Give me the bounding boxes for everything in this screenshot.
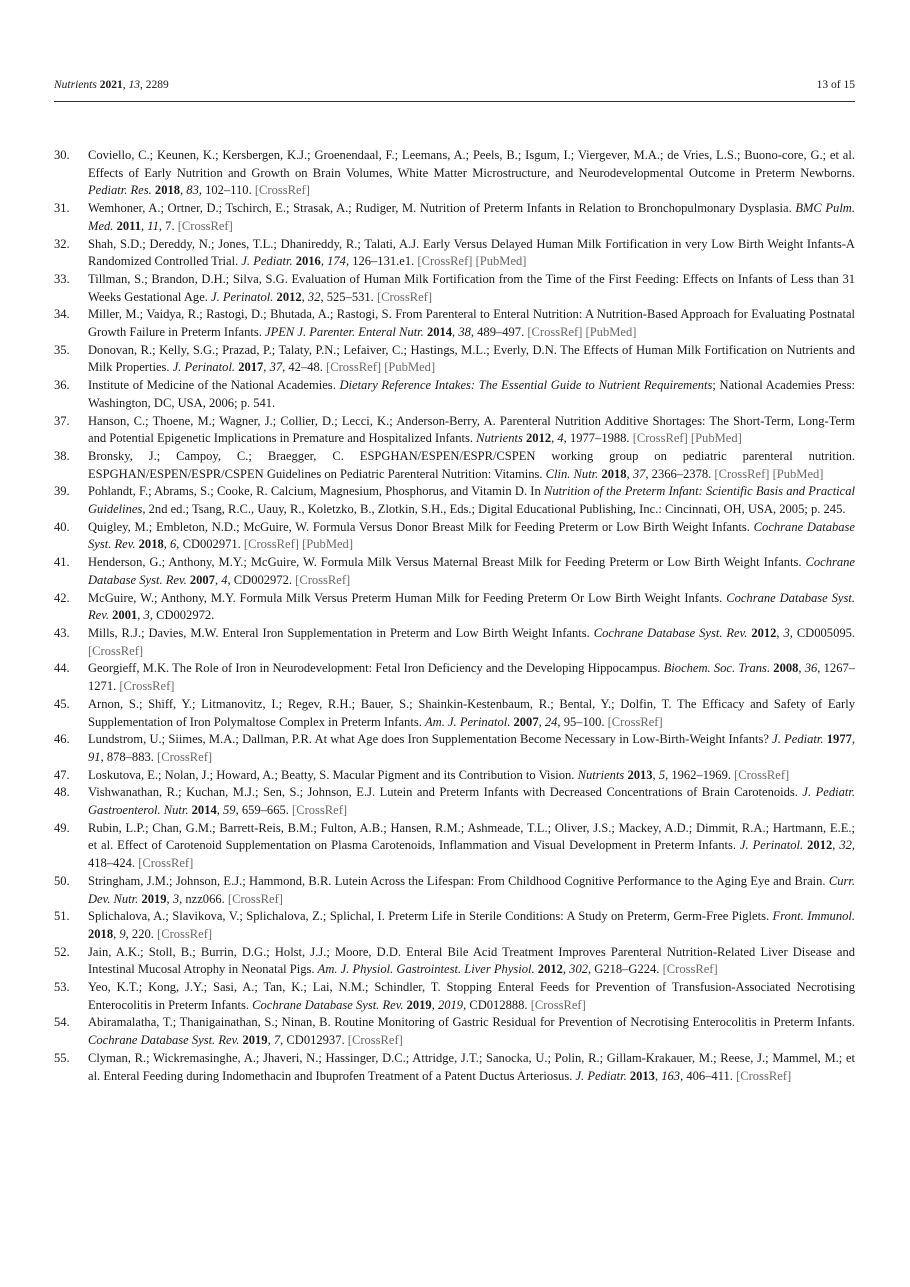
reference-text (88, 1015, 855, 1047)
reference-number: 30. (54, 148, 70, 162)
reference-segment: , (452, 325, 459, 340)
reference-segment: , 95–100. (557, 714, 608, 729)
reference-segment: Quigley, M.; Embleton, N.D.; McGuire, W. Formula Versus Donor Breast Milk for Feeding Preterm or Low Birth Weight Infants. (88, 519, 754, 534)
reference-segment: Jain, A.K.; Stoll, B.; Burrin, D.G.; Holst, J.J.; Moore, D.D. Enteral Bile Acid Treatment Improves Parenteral Nutrition-Related Liver Disease and Intestinal Mucosal Atrophy in Neonatal Pigs. (88, 944, 855, 977)
reference-italic: 4 (221, 572, 228, 587)
reference-segment: , (320, 254, 328, 269)
reference-text (88, 874, 855, 906)
reference-italic: Front. Immunol. (772, 909, 855, 924)
reference-segment: , CD002971. (176, 537, 244, 552)
reference-year: 2016 (295, 254, 321, 269)
reference-segment: , (214, 572, 222, 587)
reference-italic: Pediatr. Res. (88, 183, 152, 198)
reference-item (54, 342, 855, 377)
reference-item (54, 784, 855, 819)
reference-segment: , (654, 1068, 662, 1083)
reference-item (54, 377, 855, 412)
reference-link[interactable]: [CrossRef] (88, 643, 144, 658)
reference-link[interactable]: [CrossRef] (177, 218, 233, 233)
reference-year: 2011 (116, 218, 141, 233)
journal-year: 2021 (99, 79, 123, 91)
reference-italic: Cochrane Database Syst. Rev. (88, 555, 855, 587)
reference-text (88, 626, 855, 658)
reference-text (88, 272, 855, 304)
article-number: 2289 (145, 79, 169, 91)
reference-year: 2018 (88, 926, 114, 941)
reference-segment: , (652, 767, 659, 782)
reference-year: 2012 (526, 431, 552, 446)
reference-segment: , (776, 625, 784, 640)
reference-year: 2013 (627, 767, 653, 782)
reference-item (54, 147, 855, 200)
reference-year: 2012 (751, 625, 777, 640)
reference-item (54, 660, 855, 695)
running-header (54, 79, 855, 99)
reference-italic: Biochem. Soc. Trans. (663, 661, 771, 676)
reference-italic: 174 (327, 254, 346, 269)
reference-italic: Cochrane Database Syst. Rev. (88, 590, 855, 623)
reference-italic: J. Pediatr. (772, 732, 824, 747)
reference-segment: , CD012937. (280, 1033, 348, 1048)
reference-item (54, 271, 855, 306)
reference-italic: Am. J. Perinatol. (424, 714, 511, 729)
reference-segment: , (180, 183, 187, 198)
reference-italic: 4 (557, 431, 564, 446)
reference-segment: Stringham, J.M.; Johnson, E.J.; Hammond, B.R. Lutein Across the Lifespan: From Childhood Cognitive Performance to the Aging Eye and Brain. (88, 873, 829, 888)
reference-item (54, 873, 855, 908)
reference-number: 52. (54, 944, 70, 959)
reference-italic: JPEN J. Parenter. Enteral Nutr. (265, 325, 424, 340)
reference-segment: Bronsky, J.; Campoy, C.; Braegger, C. ESPGHAN/ESPEN/ESPR/CSPEN working group on pediatric parenteral nutrition. ESPGHAN/ESPEN/ESPR/CSPEN Guidelines on Pediatric Parenteral Nutrition: Vitamins. (88, 448, 855, 481)
reference-text (88, 148, 855, 197)
reference-italic: J. Pediatr. (575, 1068, 627, 1083)
reference-number: 37. (54, 413, 70, 428)
reference-italic: 7 (273, 1033, 281, 1048)
reference-segment: , (216, 803, 224, 818)
reference-link[interactable]: [PubMed] (384, 360, 436, 375)
reference-italic: 3 (143, 608, 150, 623)
reference-italic: Am. J. Physiol. Gastrointest. Liver Physiol. (317, 962, 535, 977)
reference-italic: 2019 (437, 997, 464, 1012)
reference-text (88, 378, 855, 410)
reference-item (54, 448, 855, 483)
reference-number: 49. (54, 820, 70, 835)
journal-citation: Nutrients 2021, 13, 2289 (54, 79, 169, 91)
reference-number: 32. (54, 236, 70, 251)
reference-segment: Lundstrom, U.; Siimes, M.A.; Dallman, P.R. At what Age does Iron Supplementation Become Necessary in Low-Birth-Weight Infants? (88, 732, 773, 747)
reference-italic: 6 (170, 537, 177, 552)
reference-year: 2001 (112, 608, 138, 623)
reference-text (88, 768, 789, 782)
reference-segment: , 7. (158, 218, 178, 233)
reference-italic: J. Pediatr. Gastroenterol. Nutr. (88, 785, 855, 818)
reference-year: 2019 (141, 891, 167, 906)
reference-segment: , (431, 997, 438, 1012)
reference-text (88, 520, 855, 552)
reference-segment: , (832, 838, 840, 853)
reference-item (54, 731, 855, 766)
reference-segment: , 1267–1271. (88, 661, 856, 694)
reference-item (54, 413, 855, 448)
reference-number: 50. (54, 873, 70, 888)
reference-italic: 38 (458, 325, 471, 340)
reference-number: 43. (54, 625, 70, 640)
reference-italic: 91 (88, 749, 101, 764)
reference-segment: , 659–665. (235, 803, 293, 818)
reference-year: 2012 (807, 838, 833, 853)
reference-text (88, 414, 855, 446)
reference-segment: Miller, M.; Vaidya, R.; Rastogi, D.; Bhutada, A.; Rastogi, S. From Parenteral to Enteral Nutrition: A Nutrition-Based Approach for Evaluating Postnatal Growth Failure in Preterm Infants. (88, 307, 855, 340)
reference-italic: Cochrane Database Syst. Rev. (252, 997, 404, 1012)
reference-text (88, 343, 855, 375)
reference-year: 2014 (191, 803, 217, 818)
reference-text (88, 591, 855, 623)
reference-link[interactable]: [CrossRef] (292, 803, 348, 818)
reference-segment: , 2nd ed.; Tsang, R.C., Uauy, R., Koletzko, B., Zlotkin, S.H., Eds.; Digital Educational Publishing, Inc.: Cincinnati, OH, USA, 2005; p. 245. (142, 502, 846, 517)
reference-link[interactable]: [CrossRef] (662, 962, 718, 977)
reference-segment: Coviello, C.; Keunen, K.; Kersbergen, K.J.; Groenendaal, F.; Leemans, A.; Peels, B.; Isgum, I.; Viergever, M.A.; de Vries, L.S.; Buono-core, G.; et al. Effects of Early Nutrition and Growth on Brain Volumes, White Matter Microstructure, and Neurodevelopmental Outcome in Preterm Newborns. (88, 148, 855, 180)
reference-segment: Abiramalatha, T.; Thanigainathan, S.; Ninan, B. Routine Monitoring of Gastric Residual for Prevention of Necrotising Enterocolitis in Preterm Infants. (88, 1015, 855, 1030)
reference-segment: Wemhoner, A.; Ortner, D.; Tschirch, E.; Strasak, A.; Rudiger, M. Nutrition of Preterm Infants in Relation to Bronchopulmonary Dysplasia. (88, 201, 796, 216)
header-divider (54, 101, 855, 102)
reference-link[interactable]: [CrossRef] (254, 183, 310, 198)
reference-italic: BMC Pulm. Med. (88, 201, 855, 233)
reference-year: 1977 (826, 732, 852, 747)
reference-link[interactable]: [CrossRef] (734, 767, 790, 782)
reference-italic: Nutrition of the Preterm Infant: Scientific Basis and Practical Guidelines (88, 484, 855, 517)
reference-segment: Splichalova, A.; Slavikova, V.; Splichalova, Z.; Splichal, I. Preterm Life in Sterile Conditions: A Study on Preterm, Germ-Free Piglets. (88, 909, 773, 924)
reference-segment: , (113, 926, 120, 941)
page-number: 13 of 15 (816, 79, 855, 91)
reference-segment: , (851, 732, 855, 747)
reference-italic: 3 (172, 891, 180, 906)
reference-year: 2019 (242, 1033, 268, 1048)
reference-italic: 9 (119, 926, 126, 941)
reference-text (88, 732, 855, 764)
reference-link[interactable]: [CrossRef] (157, 749, 213, 764)
reference-link[interactable]: [PubMed] (690, 431, 742, 446)
reference-link[interactable]: [CrossRef] (736, 1068, 792, 1083)
reference-number: 34. (54, 307, 70, 322)
reference-item (54, 820, 855, 873)
reference-item (54, 236, 855, 271)
reference-segment: , nzz066. (179, 891, 228, 906)
reference-number: 35. (54, 342, 70, 357)
reference-year: 2012 (537, 962, 563, 977)
reference-text (88, 555, 855, 587)
reference-segment: Tillman, S.; Brandon, D.H.; Silva, S.G. Evaluation of Human Milk Fortification from the Time of the First Feeding: Effects on Infants of Less than 31 Weeks Gestational Age. (88, 271, 855, 304)
reference-italic: Clin. Nutr. (545, 466, 599, 481)
reference-year: 2018 (154, 183, 181, 198)
reference-italic: 83 (186, 183, 199, 198)
reference-segment: , CD002972. (149, 608, 215, 623)
reference-item (54, 696, 855, 731)
reference-text (88, 785, 855, 817)
reference-text (88, 307, 855, 339)
reference-link[interactable]: [PubMed] (772, 466, 824, 481)
reference-text (88, 697, 855, 729)
reference-italic: 32 (307, 289, 321, 304)
reference-year: 2012 (276, 289, 302, 304)
reference-segment: , CD012888. (463, 997, 531, 1012)
reference-segment: , (140, 218, 148, 233)
reference-segment: Mills, R.J.; Davies, M.W. Enteral Iron Supplementation in Preterm and Low Birth Weight Infants. (88, 625, 594, 640)
reference-number: 31. (54, 201, 70, 216)
reference-link[interactable]: [PubMed] (585, 325, 637, 340)
reference-segment: , (166, 891, 173, 906)
reference-segment: , (626, 466, 633, 481)
reference-link[interactable]: [PubMed] (302, 537, 354, 552)
reference-text (88, 201, 855, 233)
reference-italic: J. Perinatol. (739, 838, 804, 853)
reference-link[interactable]: [CrossRef] (714, 466, 770, 481)
reference-year: 2017 (238, 360, 264, 375)
reference-italic: 302 (569, 962, 588, 977)
reference-item (54, 1014, 855, 1049)
reference-item (54, 625, 855, 660)
reference-item (54, 908, 855, 943)
reference-number: 47. (54, 767, 70, 782)
reference-segment: , 102–110. (198, 183, 255, 198)
reference-italic: 37 (269, 360, 283, 375)
reference-year: 2008 (773, 661, 799, 676)
reference-text (88, 484, 855, 516)
reference-item (54, 519, 855, 554)
reference-item (54, 554, 855, 589)
journal-name: Nutrients (54, 79, 97, 91)
reference-text (88, 661, 855, 693)
reference-segment: , 489–497. (470, 325, 528, 340)
reference-segment: ; National Academies Press: Washington, DC, USA, 2006; p. 541. (88, 378, 855, 410)
reference-segment: Hanson, C.; Thoene, M.; Wagner, J.; Collier, D.; Lecci, K.; Anderson-Berry, A. Parenteral Nutrition Additive Shortages: The Short-Term, Long-Term and Potential Epigenetic Implications in Premature and Hospitalized Infants. (88, 413, 855, 446)
reference-link[interactable]: [CrossRef] (295, 572, 351, 587)
reference-number: 48. (54, 785, 70, 800)
reference-number: 33. (54, 271, 70, 286)
reference-number: 41. (54, 555, 70, 570)
reference-number: 36. (54, 378, 70, 393)
reference-segment: Georgieff, M.K. The Role of Iron in Neurodevelopment: Fetal Iron Deficiency and the Developing Hippocampus. (88, 661, 664, 676)
reference-segment: Shah, S.D.; Dereddy, N.; Jones, T.L.; Dhanireddy, R.; Talati, A.J. Early Versus Delayed Human Milk Fortification in very Low Birth Weight Infants-A Randomized Controlled Trial. (88, 236, 855, 269)
reference-segment: , 1962–1969. (665, 767, 735, 782)
reference-italic: 37 (632, 466, 646, 481)
reference-link[interactable]: [CrossRef] (347, 1033, 403, 1048)
reference-segment: , 126–131.e1. (345, 254, 418, 269)
reference-number: 54. (54, 1015, 70, 1030)
reference-year: 2014 (426, 325, 453, 340)
reference-italic: 5 (658, 767, 666, 782)
reference-segment: , (301, 289, 308, 304)
reference-text (88, 1051, 855, 1083)
reference-link[interactable]: [CrossRef] (326, 360, 382, 375)
reference-segment: , (263, 360, 270, 375)
reference-item (54, 1050, 855, 1085)
reference-segment: , (267, 1033, 274, 1048)
reference-italic: Cochrane Database Syst. Rev. (593, 625, 748, 640)
reference-segment: Henderson, G.; Anthony, M.Y.; McGuire, W. Formula Milk Versus Maternal Breast Milk for Feeding Preterm or Low Birth Weight Infants. (88, 555, 806, 570)
reference-italic: Dietary Reference Intakes: The Essential Guide to Nutrient Requirements (339, 378, 713, 393)
reference-number: 53. (54, 980, 70, 995)
reference-number: 40. (54, 519, 70, 534)
reference-segment: McGuire, W.; Anthony, M.Y. Formula Milk Versus Preterm Human Milk for Feeding Preterm Or Low Birth Weight Infants. (88, 590, 727, 605)
reference-segment: Clyman, R.; Wickremasinghe, A.; Jhaveri, N.; Hassinger, D.C.; Attridge, J.T.; Sanocka, U.; Polin, R.; Gillam-Krakauer, M.; Reese, J.; Mammel, M.; et al. Enteral Feeding during Indomethacin and Ibuprofen Treatment of a Patent Ductus Arteriosus. (88, 1050, 855, 1083)
reference-link[interactable]: [PubMed] (475, 254, 527, 269)
reference-text (88, 821, 855, 870)
reference-segment: Donovan, R.; Kelly, S.G.; Prazad, P.; Talaty, P.N.; Lefaiver, C.; Hastings, M.L.; Everly, D.N. The Effects of Human Milk Fortification on Nutrients and Milk Properties. (88, 342, 855, 375)
reference-link[interactable]: [CrossRef] (138, 856, 194, 871)
reference-segment: , G218–G224. (588, 962, 663, 977)
reference-item (54, 590, 855, 625)
reference-link[interactable]: [CrossRef] (530, 997, 586, 1012)
reference-item (54, 483, 855, 518)
reference-year: 2019 (406, 997, 432, 1012)
reference-item (54, 944, 855, 979)
reference-italic: Nutrients (577, 767, 625, 782)
reference-link[interactable]: [CrossRef] (157, 926, 213, 941)
reference-segment: , 2366–2378. (645, 466, 715, 481)
reference-year: 2013 (629, 1068, 655, 1083)
reference-segment: Arnon, S.; Shiff, Y.; Litmanovitz, I.; Regev, R.H.; Bauer, S.; Shainkin-Kestenbaum, R.; Bental, Y.; Dolfin, T. The Efficacy and Safety of Early Supplementation of Iron Polymaltose Complex in Preterm Infants. (88, 696, 855, 729)
reference-italic: 59 (223, 803, 236, 818)
reference-text (88, 237, 855, 269)
reference-segment: , 878–883. (100, 749, 158, 764)
reference-segment: , (551, 431, 558, 446)
reference-italic: 163 (661, 1068, 681, 1083)
reference-segment: , 418–424. (88, 838, 856, 871)
reference-segment: , CD005095. (789, 625, 856, 640)
reference-segment: Yeo, K.T.; Kong, J.Y.; Sasi, A.; Tan, K.; Lai, N.M.; Schindler, T. Stopping Enteral Feeds for Prevention of Transfusion-Associated Necrotising Enterocolitis in Preterm Infants. (88, 980, 855, 1012)
reference-italic: Curr. Dev. Nutr. (88, 873, 855, 906)
reference-text (88, 980, 855, 1012)
reference-segment: Institute of Medicine of the National Academies. (88, 378, 340, 393)
journal-volume: 13 (128, 79, 140, 91)
reference-link[interactable]: [CrossRef] (527, 325, 583, 340)
reference-link[interactable]: [CrossRef] (632, 431, 688, 446)
reference-segment: Rubin, L.P.; Chan, G.M.; Barrett-Reis, B.M.; Fulton, A.B.; Hansen, R.M.; Ashmeade, T.L.; Oliver, J.S.; Mackey, A.D.; Dimmit, R.A.; Hartmann, E.E.; et al. Effect of Carotenoid Supplementation on Plasma Carotenoids, Inflammation and Visual Development in Preterm Infants. (88, 820, 855, 853)
reference-segment: , CD002972. (227, 572, 296, 587)
reference-year: 2007 (513, 714, 539, 729)
reference-italic: 24 (544, 714, 558, 729)
reference-link[interactable]: [CrossRef] (607, 714, 663, 729)
reference-segment: , 42–48. (282, 360, 327, 375)
reference-number: 55. (54, 1050, 70, 1065)
reference-segment: , 220. (125, 926, 158, 941)
reference-segment: , (137, 608, 144, 623)
reference-segment: , (163, 537, 171, 552)
reference-year: 2007 (189, 572, 215, 587)
reference-link[interactable]: [CrossRef] (119, 679, 175, 694)
reference-number: 39. (54, 484, 70, 499)
reference-segment: , (538, 714, 545, 729)
reference-number: 44. (54, 661, 70, 676)
reference-italic: Nutrients (476, 431, 523, 446)
reference-italic: J. Pediatr. (241, 254, 293, 269)
reference-number: 38. (54, 448, 70, 463)
reference-segment: , (798, 661, 805, 676)
reference-segment: , (562, 962, 570, 977)
reference-segment: , 525–531. (320, 289, 377, 304)
reference-segment: , 406–411. (680, 1068, 737, 1083)
reference-italic: J. Perinatol. (172, 360, 236, 375)
reference-italic: 36 (804, 661, 818, 676)
reference-year: 2018 (138, 537, 164, 552)
reference-segment: , 1977–1988. (563, 431, 633, 446)
reference-segment: Pohlandt, F.; Abrams, S.; Cooke, R. Calcium, Magnesium, Phosphorus, and Vitamin D. In (88, 484, 544, 499)
reference-italic: J. Perinatol. (211, 289, 274, 304)
reference-text (88, 909, 855, 941)
reference-year: 2018 (601, 466, 627, 481)
reference-link[interactable]: [CrossRef] (417, 254, 473, 269)
reference-link[interactable]: [CrossRef] (227, 891, 283, 906)
reference-number: 45. (54, 696, 70, 711)
reference-number: 42. (54, 590, 70, 605)
reference-link[interactable]: [CrossRef] (243, 537, 299, 552)
reference-text (88, 945, 855, 977)
reference-italic: Cochrane Database Syst. Rev. (88, 1033, 240, 1048)
reference-list (54, 147, 855, 1085)
reference-item (54, 200, 855, 235)
reference-segment: Vishwanathan, R.; Kuchan, M.J.; Sen, S.; Johnson, E.J. Lutein and Preterm Infants with Decreased Concentrations of Brain Carotenoids. (88, 785, 803, 800)
reference-item (54, 767, 855, 785)
reference-number: 46. (54, 732, 70, 747)
reference-item (54, 306, 855, 341)
reference-item (54, 979, 855, 1014)
reference-italic: 3 (783, 625, 790, 640)
reference-italic: 11 (147, 218, 159, 233)
reference-italic: Cochrane Database Syst. Rev. (88, 519, 856, 552)
reference-italic: 32 (839, 838, 852, 853)
reference-link[interactable]: [CrossRef] (376, 289, 432, 304)
reference-number: 51. (54, 909, 70, 924)
reference-segment: Loskutova, E.; Nolan, J.; Howard, A.; Beatty, S. Macular Pigment and its Contribution to Vision. (88, 767, 578, 782)
reference-text (88, 449, 855, 481)
